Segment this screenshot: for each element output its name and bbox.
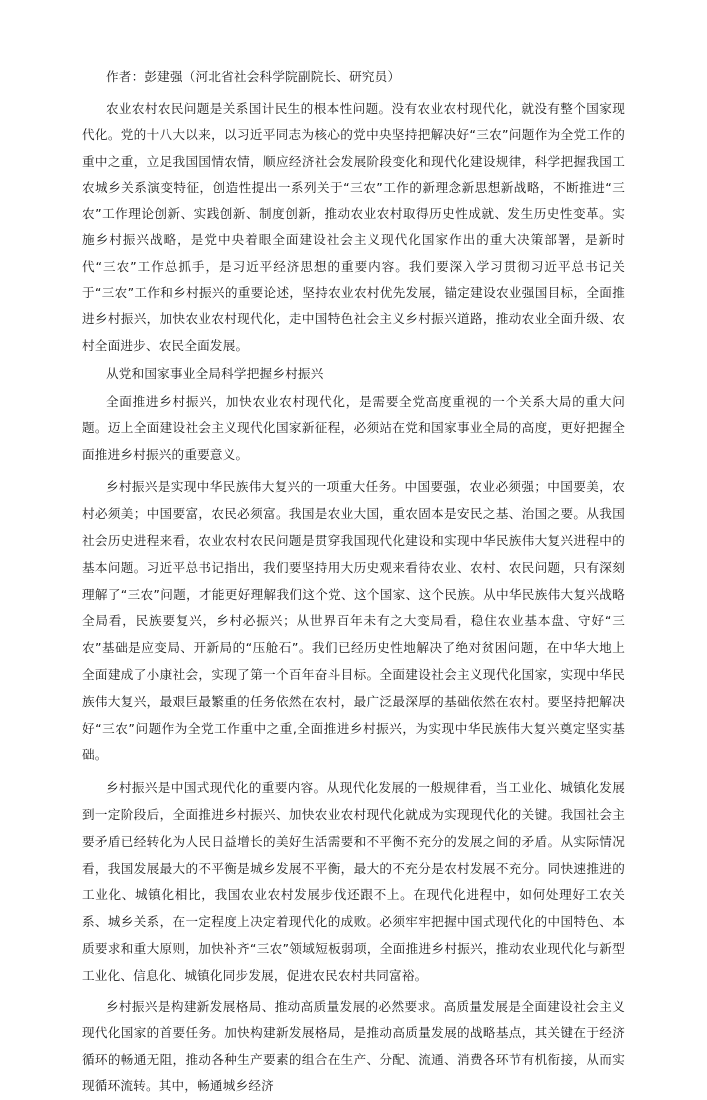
section-paragraph-1: 全面推进乡村振兴，加快农业农村现代化，是需要全党高度重视的一个关系大局的重大问题。迈上全面建设社会主义现代化国家新征程，必须站在党和国家事业全局的高度，更好把握全面推进乡村振兴的重要意义。 [82, 393, 625, 462]
section-paragraph-3: 乡村振兴是中国式现代化的重要内容。从现代化发展的一般规律看，当工业化、城镇化发展到一定阶段后，全面推进乡村振兴、加快农业农村现代化就成为实现现代化的关键。我国社会主要矛盾已经转化为人民日益增长的美好生活需要和不平衡不充分的发展之间的矛盾。从实际情况看，我国发展最大的不平衡是城乡发展不平衡，最大的不充分是农村发展不充分。同快速推进的工业化、城镇化相比，我国农业农村发展步伐还跟不上。在现代化进程中，如何处理好工农关系、城乡关系，在一定程度上决定着现代化的成败。必须牢牢把握中国式现代化的中国特色、本质要求和重大原则，加快补齐“三农”领域短板弱项，全面推进乡村振兴，推动农业现代化与新型工业化、信息化、城镇化同步发展，促进农民农村共同富裕。 [82, 780, 625, 983]
intro-paragraph: 农业农村农民问题是关系国计民生的根本性问题。没有农业农村现代化，就没有整个国家现代化。党的十八大以来，以习近平同志为核心的党中央坚持把解决好“三农”问题作为全党工作的重中之重，立足我国国情农情，顺应经济社会发展阶段变化和现代化建设规律，科学把握我国工农城乡关系演变特征，创造性提出一系列关于“三农”工作的新理念新思想新战略，不断推进“三农”工作理论创新、实践创新、制度创新，推动农业农村取得历史性成就、发生历史性变革。实施乡村振兴战略，是党中央着眼全面建设社会主义现代化国家作出的重大决策部署，是新时代“三农”工作总抓手，是习近平经济思想的重要内容。我们要深入学习贯彻习近平总书记关于“三农”工作和乡村振兴的重要论述，坚持农业农村优先发展，锚定建设农业强国目标，全面推进乡村振兴，加快农业农村现代化，走中国特色社会主义乡村振兴道路，推动农业全面升级、农村全面进步、农民全面发展。 [82, 101, 625, 353]
section-paragraph-4: 乡村振兴是构建新发展格局、推动高质量发展的必然要求。高质量发展是全面建设社会主义现代化国家的首要任务。加快构建新发展格局，是推动高质量发展的战略基点，其关键在于经济循环的畅通无阻，推动各种生产要素的组合在生产、分配、流通、消费各环节有机衔接，从而实现循环流转。其中，畅通城乡经济 [82, 998, 625, 1094]
author-line: 作者：彭建强（河北省社会科学院副院长、研究员） [106, 69, 401, 84]
section-paragraph-2: 乡村振兴是实现中华民族伟大复兴的一项重大任务。中国要强，农业必须强；中国要美，农村必须美；中国要富，农民必须富。我国是农业大国，重农固本是安民之基、治国之要。从我国社会历史进程来看，农业农村农民问题是贯穿我国现代化建设和实现中华民族伟大复兴进程中的基本问题。习近平总书记指出，我们要坚持用大历史观来看待农业、农村、农民问题，只有深刻理解了“三农”问题，才能更好理解我们这个党、这个国家、这个民族。从中华民族伟大复兴战略全局看，民族要复兴，乡村必振兴；从世界百年未有之大变局看，稳住农业基本盘、守好“三农”基础是应变局、开新局的“压舱石”。我们已经历史性地解决了绝对贫困问题，在中华大地上全面建成了小康社会，实现了第一个百年奋斗目标。全面建设社会主义现代化国家，实现中华民族伟大复兴，最艰巨最繁重的任务依然在农村，最广泛最深厚的基础依然在农村。要坚持把解决好“三农”问题作为全党工作重中之重,全面推进乡村振兴，为实现中华民族伟大复兴奠定坚实基础。 [82, 479, 625, 763]
section-heading: 从党和国家事业全局科学把握乡村振兴 [106, 365, 324, 381]
